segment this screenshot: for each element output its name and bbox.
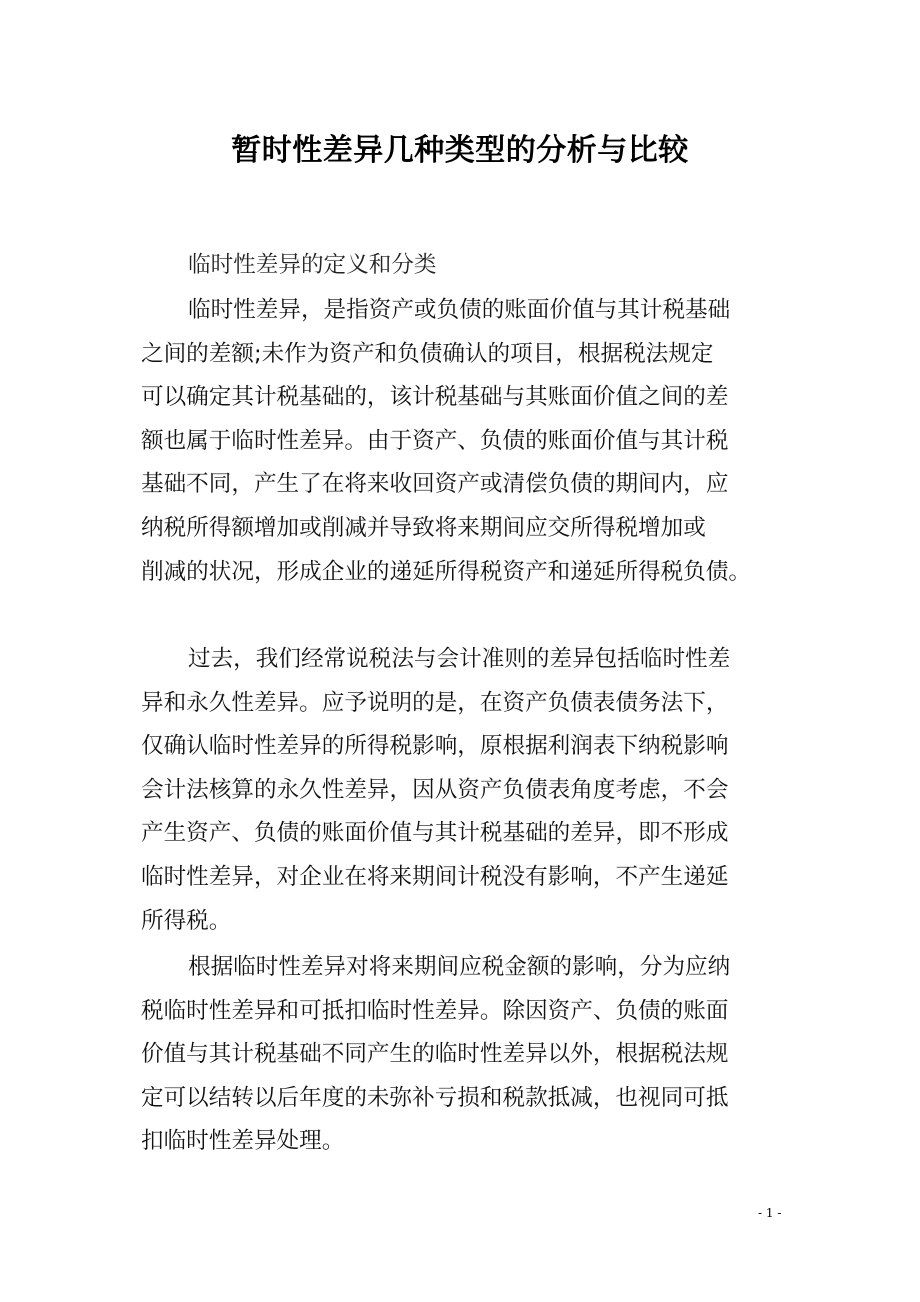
document-title: 暂时性差异几种类型的分析与比较 xyxy=(231,133,689,168)
paragraph-definition xyxy=(141,289,781,594)
paragraph-classification xyxy=(141,946,781,1164)
paragraph-line: 可以确定其计税基础的，该计税基础与其账面价值之间的差 xyxy=(141,384,729,411)
paragraph-permanent-difference xyxy=(141,638,781,943)
paragraph-line: 产生资产、负债的账面价值与其计税基础的差异，即不形成 xyxy=(141,820,729,847)
paragraph-line: 税临时性差异和可抵扣临时性差异。除因资产、负债的账面 xyxy=(141,997,729,1024)
section-heading: 临时性差异的定义和分类 xyxy=(188,252,437,278)
paragraph-line: 额也属于临时性差异。由于资产、负债的账面价值与其计税 xyxy=(141,427,729,454)
paragraph-line: 纳税所得额增加或削减并导致将来期间应交所得税增加或 xyxy=(141,514,706,541)
paragraph-line: 过去，我们经常说税法与会计准则的差异包括临时性差 xyxy=(188,646,731,672)
paragraph-line: 仅确认临时性差异的所得税影响，原根据利润表下纳税影响 xyxy=(141,733,729,760)
paragraph-line: 削减的状况，形成企业的递延所得税资产和递延所得税负债。 xyxy=(141,558,752,585)
paragraph-line: 会计法核算的永久性差异，因从资产负债表角度考虑，不会 xyxy=(141,776,729,803)
paragraph-line: 价值与其计税基础不同产生的临时性差异以外，根据税法规 xyxy=(141,1041,729,1068)
paragraph-line: 所得税。 xyxy=(141,907,232,934)
paragraph-line: 定可以结转以后年度的未弥补亏损和税款抵减，也视同可抵 xyxy=(141,1084,729,1111)
paragraph-line: 之间的差额;未作为资产和负债确认的项目，根据税法规定 xyxy=(141,340,714,367)
paragraph-line: 异和永久性差异。应予说明的是，在资产负债表债务法下， xyxy=(141,689,729,716)
paragraph-line: 临时性差异，对企业在将来期间计税没有影响，不产生递延 xyxy=(141,863,729,890)
page-number: - 1 - xyxy=(758,1206,782,1220)
paragraph-line: 基础不同，产生了在将来收回资产或清偿负债的期间内，应 xyxy=(141,471,729,498)
paragraph-line: 根据临时性差异对将来期间应税金额的影响，分为应纳 xyxy=(188,954,731,980)
paragraph-line: 临时性差异，是指资产或负债的账面价值与其计税基础 xyxy=(188,297,731,323)
paragraph-line: 扣临时性差异处理。 xyxy=(141,1128,345,1155)
